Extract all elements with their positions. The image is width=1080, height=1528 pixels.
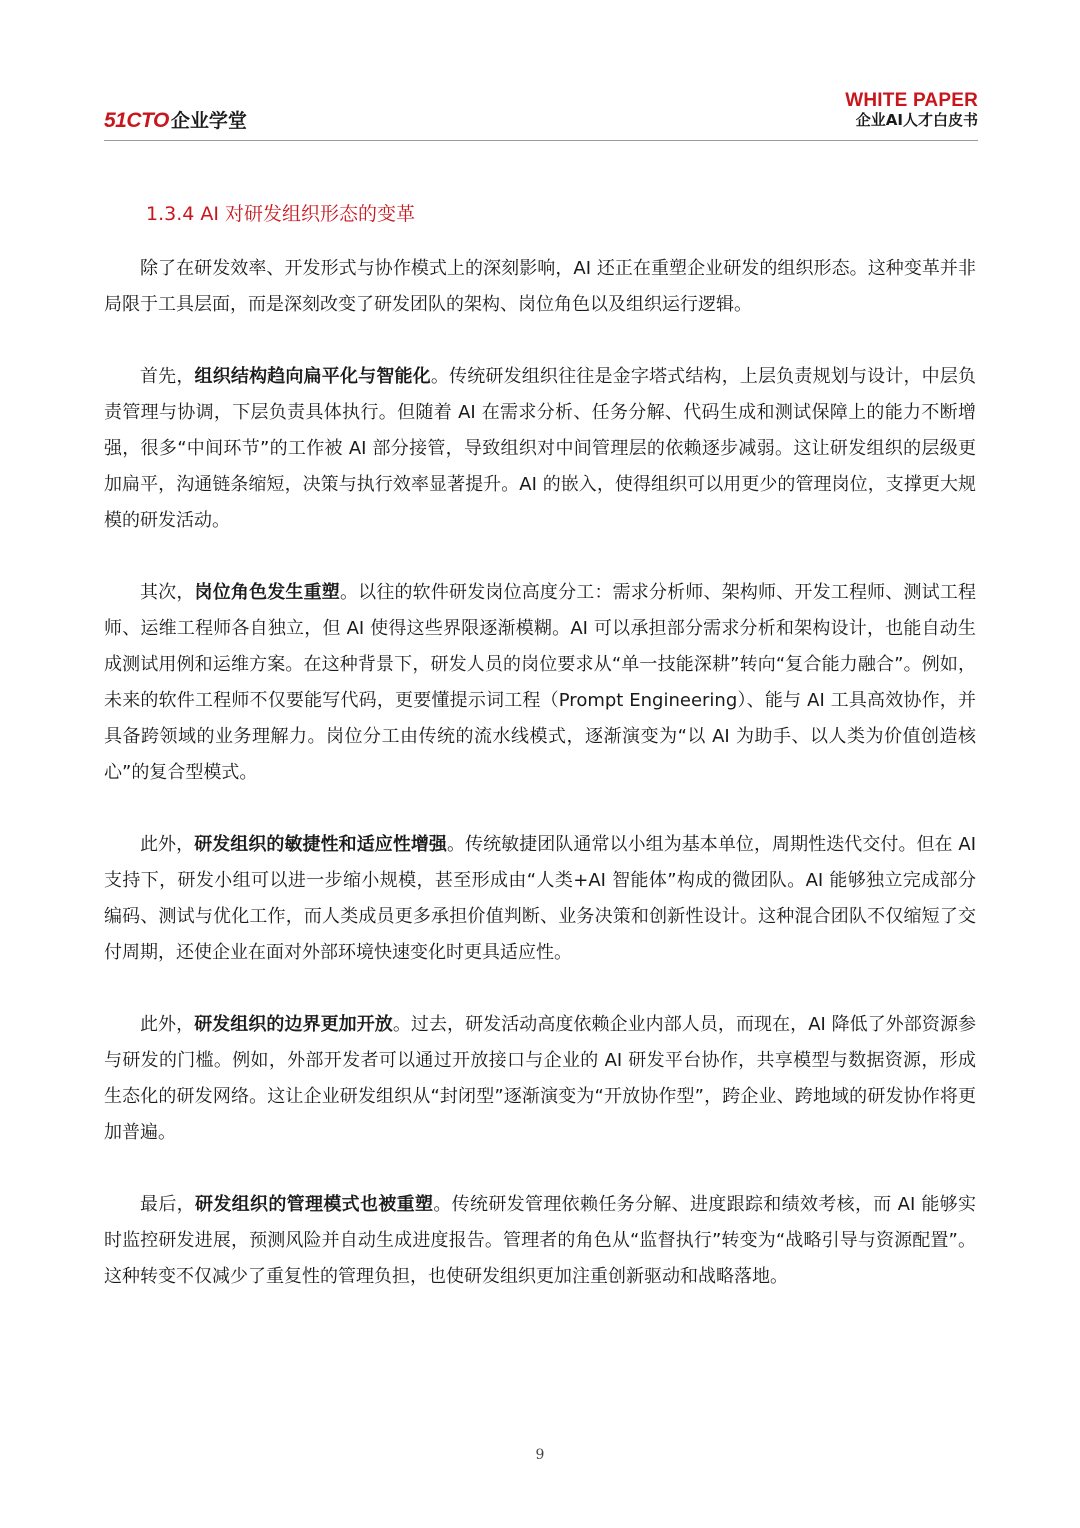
paragraph <box>104 827 976 971</box>
white-paper-subtitle: 企业AI人才白皮书 <box>855 111 978 129</box>
page-number: 9 <box>535 1447 545 1463</box>
paragraph <box>104 251 976 323</box>
paragraph-key-point: 研发组织的边界更加开放 <box>194 1014 393 1035</box>
paragraph-key-point: 研发组织的管理模式也被重塑 <box>195 1194 434 1215</box>
paragraph <box>104 1007 976 1151</box>
white-paper-title: WHITE PAPER <box>845 90 978 111</box>
paragraph-lead: 其次， <box>140 582 195 603</box>
paragraph-lead: 此外， <box>140 1014 195 1035</box>
section-title: 1.3.4 AI 对研发组织形态的变革 <box>146 203 416 225</box>
body-text <box>104 251 976 1331</box>
paragraph <box>104 575 976 791</box>
paragraph-lead: 最后， <box>140 1194 195 1215</box>
white-paper-label <box>845 91 978 129</box>
paragraph-text: 。传统研发管理依赖任务分解、进度跟踪和绩效考核，而 AI 能够实时监控研发进展，预测风险并自动生成进度报告。管理者的角色从“监督执行”转变为“战略引导与资源配置”。这种转变不仅减少了重复性的管理负担，也使研发组织更加注重创新驱动和战略落地。 <box>104 1194 977 1287</box>
logo-mark: 51CTO <box>104 109 169 132</box>
paragraph-text: 。传统研发组织往往是金字塔式结构，上层负责规划与设计，中层负责管理与协调，下层负责具体执行。但随着 AI 在需求分析、任务分解、代码生成和测试保障上的能力不断增强，很多“中间环节”的工作被 AI 部分接管，导致组织对中间管理层的依赖逐步减弱。这让研发组织的层级更加扁平，沟通链条缩短，决策与执行效率显著提升。AI 的嵌入，使得组织可以用更少的管理岗位，支撑更大规模的研发活动。 <box>104 366 977 531</box>
header-divider <box>104 140 978 141</box>
paragraph-key-point: 岗位角色发生重塑 <box>194 582 340 603</box>
page-header <box>104 86 978 132</box>
paragraph-text: 。传统敏捷团队通常以小组为基本单位，周期性迭代交付。但在 AI 支持下，研发小组可以进一步缩小规模，甚至形成由“人类+AI 智能体”构成的微团队。AI 能够独立完成部分编码、测试与优化工作，而人类成员更多承担价值判断、业务决策和创新性设计。这种混合团队不仅缩短了交付周期，还使企业在面对外部环境快速变化时更具适应性。 <box>104 834 977 963</box>
paragraph-lead: 此外， <box>140 834 195 855</box>
paragraph-key-point: 研发组织的敏捷性和适应性增强 <box>194 834 447 855</box>
brand-logo <box>104 106 247 133</box>
paragraph-lead: 首先， <box>140 366 195 387</box>
paragraph-text: 除了在研发效率、开发形式与协作模式上的深刻影响，AI 还正在重塑企业研发的组织形态。这种变革并非局限于工具层面，而是深刻改变了研发团队的架构、岗位角色以及组织运行逻辑。 <box>104 258 976 315</box>
paragraph-text: 。以往的软件研发岗位高度分工：需求分析师、架构师、开发工程师、测试工程师、运维工程师各自独立，但 AI 使得这些界限逐渐模糊。AI 可以承担部分需求分析和架构设计，也能自动生成测试用例和运维方案。在这种背景下，研发人员的岗位要求从“单一技能深耕”转向“复合能力融合”。例如，未来的软件工程师不仅要能写代码，更要懂提示词工程（Prompt Engineering）、能与 AI 工具高效协作，并具备跨领域的业务理解力。岗位分工由传统的流水线模式，逐渐演变为“以 AI 为助手、以人类为价值创造核心”的复合型模式。 <box>104 582 977 783</box>
paragraph-key-point: 组织结构趋向扁平化与智能化 <box>194 366 431 387</box>
paragraph <box>104 1187 976 1295</box>
paragraph <box>104 359 976 539</box>
paragraph-text: 。过去，研发活动高度依赖企业内部人员，而现在，AI 降低了外部资源参与研发的门槛。例如，外部开发者可以通过开放接口与企业的 AI 研发平台协作，共享模型与数据资源，形成生态化的研发网络。这让企业研发组织从“封闭型”逐渐演变为“开放协作型”，跨企业、跨地域的研发协作将更加普遍。 <box>104 1014 977 1143</box>
logo-text: 企业学堂 <box>170 110 247 132</box>
